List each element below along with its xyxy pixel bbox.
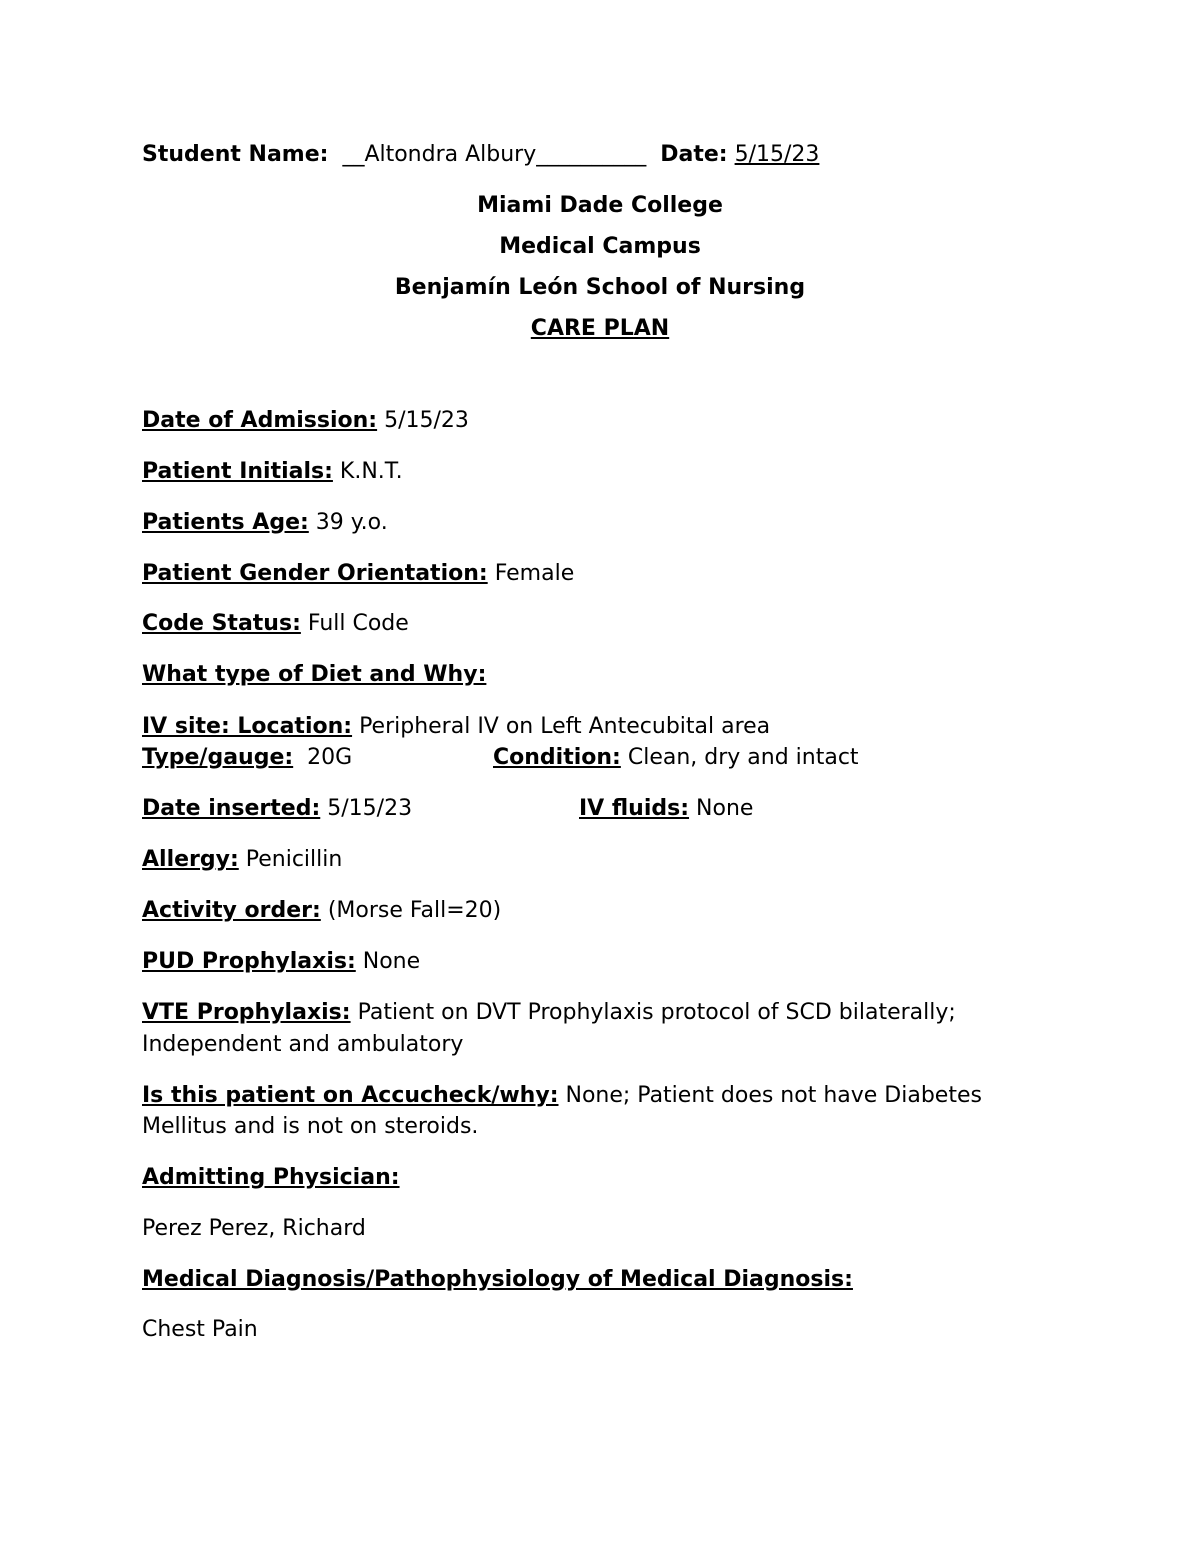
- college-name: Miami Dade College: [477, 193, 723, 218]
- allergy-row: [142, 847, 342, 873]
- campus-name: Medical Campus: [499, 234, 701, 259]
- gender-row: [142, 561, 574, 587]
- inserted-row: [142, 796, 412, 822]
- initials-row: [142, 459, 403, 485]
- initials-label: Patient Initials:: [142, 459, 333, 484]
- physician-value: Perez Perez, Richard: [142, 1216, 366, 1241]
- diagnosis-value: Chest Pain: [142, 1317, 258, 1342]
- accucheck-row: [142, 1083, 982, 1109]
- diagnosis-value-row: [142, 1317, 258, 1343]
- activity-row: [142, 898, 501, 924]
- allergy-label: Allergy:: [142, 847, 239, 872]
- pud-row: [142, 949, 420, 975]
- physician-value-row: [142, 1216, 366, 1242]
- vte-value-line1: Patient on DVT Prophylaxis protocol of SCD bilaterally;: [357, 1000, 956, 1025]
- vte-value-line2: Independent and ambulatory: [142, 1032, 464, 1057]
- student-header-line: [142, 142, 819, 168]
- student-name-label: Student Name:: [142, 142, 329, 167]
- iv-site-label: IV site: Location:: [142, 714, 353, 739]
- iv-fluids-label: IV fluids:: [579, 796, 690, 821]
- vte-label: VTE Prophylaxis:: [142, 1000, 351, 1025]
- initials-value: K.N.T.: [339, 459, 403, 484]
- vte-row: [142, 1000, 956, 1026]
- allergy-value: Penicillin: [245, 847, 343, 872]
- condition-value: Clean, dry and intact: [627, 745, 859, 770]
- diet-row: [142, 662, 486, 688]
- code-status-row: [142, 611, 409, 637]
- date-label: Date:: [660, 142, 728, 167]
- activity-value: (Morse Fall=20): [327, 898, 502, 923]
- gauge-label: Type/gauge:: [142, 745, 294, 770]
- diagnosis-label-row: [142, 1267, 853, 1293]
- page-title: CARE PLAN: [530, 316, 670, 341]
- inserted-value: 5/15/23: [327, 796, 413, 821]
- accucheck-row-cont: [142, 1114, 478, 1140]
- condition-label: Condition:: [493, 745, 621, 770]
- gauge-value: 20G: [307, 745, 353, 770]
- age-row: [142, 510, 388, 536]
- admission-label: Date of Admission:: [142, 408, 378, 433]
- student-name-value: __Altondra Albury__________: [342, 142, 647, 167]
- iv-fluids-value: None: [696, 796, 754, 821]
- code-status-value: Full Code: [307, 611, 409, 636]
- age-label: Patients Age:: [142, 510, 309, 535]
- school-name: Benjamín León School of Nursing: [394, 275, 806, 300]
- accucheck-value-line1: None; Patient does not have Diabetes: [565, 1083, 982, 1108]
- activity-label: Activity order:: [142, 898, 321, 923]
- gender-label: Patient Gender Orientation:: [142, 561, 488, 586]
- admission-row: [142, 408, 469, 434]
- gauge-row: [142, 745, 352, 771]
- gender-value: Female: [494, 561, 575, 586]
- iv-site-row: [142, 714, 770, 740]
- admission-value: 5/15/23: [384, 408, 469, 433]
- vte-row-cont: [142, 1032, 463, 1058]
- diagnosis-label: Medical Diagnosis/Pathophysiology of Medical Diagnosis:: [142, 1267, 853, 1292]
- pud-value: None: [362, 949, 421, 974]
- diet-label: What type of Diet and Why:: [142, 662, 487, 687]
- accucheck-label: Is this patient on Accucheck/why:: [142, 1083, 559, 1108]
- physician-label: Admitting Physician:: [142, 1165, 400, 1190]
- iv-fluids-row: [579, 796, 753, 822]
- inserted-label: Date inserted:: [142, 796, 321, 821]
- age-value: 39 y.o.: [315, 510, 388, 535]
- condition-row: [493, 745, 859, 771]
- iv-site-value: Peripheral IV on Left Antecubital area: [359, 714, 771, 739]
- accucheck-value-line2: Mellitus and is not on steroids.: [142, 1114, 479, 1139]
- date-value: 5/15/23: [734, 142, 820, 167]
- code-status-label: Code Status:: [142, 611, 301, 636]
- physician-label-row: [142, 1165, 400, 1191]
- pud-label: PUD Prophylaxis:: [142, 949, 356, 974]
